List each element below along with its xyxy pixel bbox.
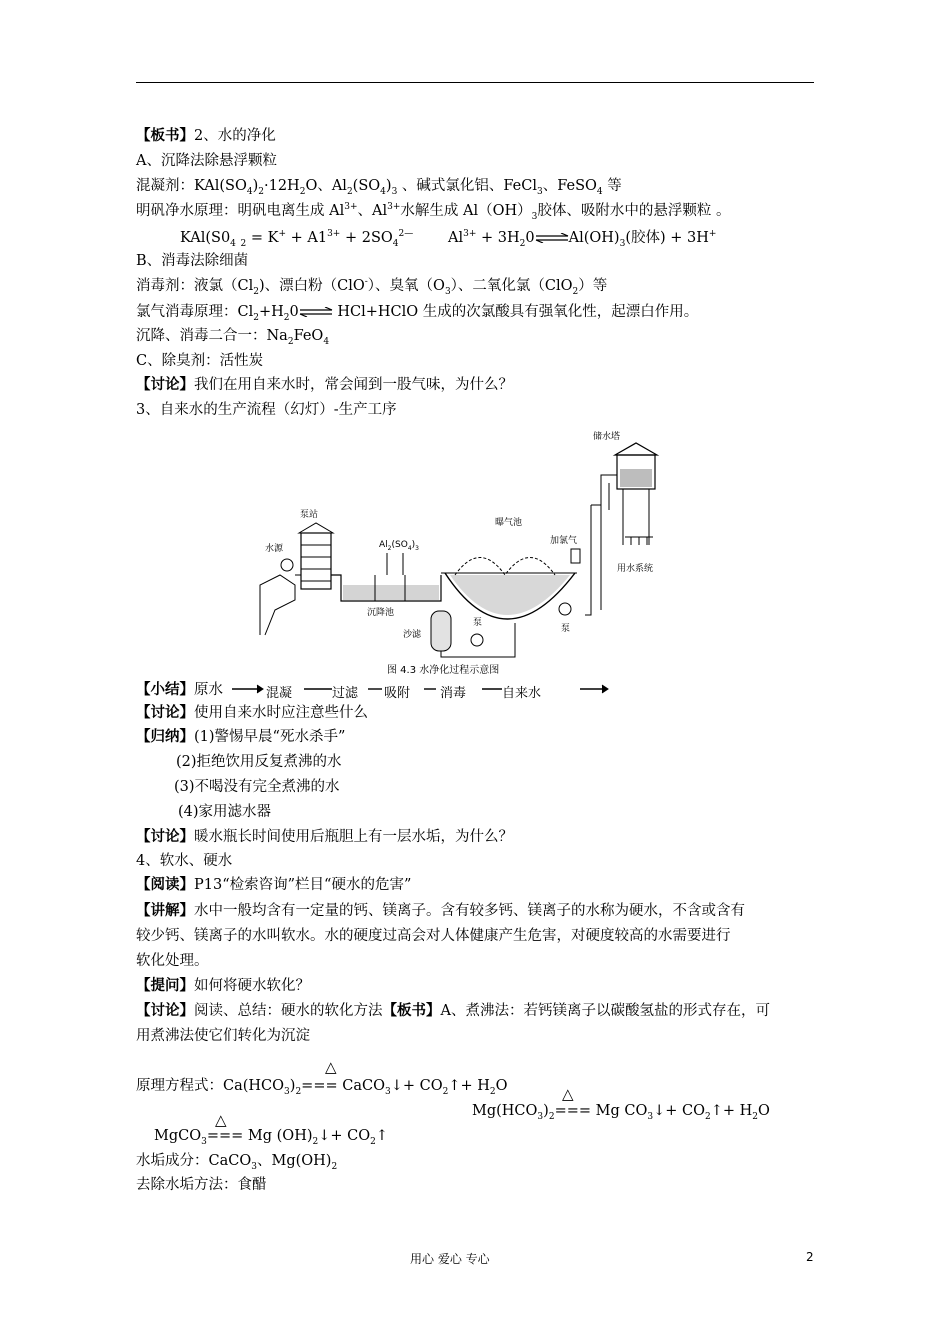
discuss-2: 【讨论】使用自来水时应注意些什么 xyxy=(136,704,368,721)
summary-step: 自来水 xyxy=(502,686,542,700)
summary-step: 吸附 xyxy=(384,686,411,700)
label-pump-station: 泵站 xyxy=(300,510,319,520)
label-user-system: 用水系统 xyxy=(617,564,654,574)
line-a: A、沉降法除悬浮颗粒 xyxy=(136,153,277,169)
disinfectant-line: 消毒剂：液氯$(Cl_2)$、漂白粉（ClO-）、臭氧$(O_3)$、二氧化氯（ClO$_2$）等 xyxy=(136,277,608,297)
alum-principle-line: 明矾净水原理：明矾电离生成 $Al^{3+}$、$Al^{3+}$水解生成 $Al(OH)_3$胶体、吸附水中的悬浮颗粒 。 xyxy=(136,202,731,222)
section-3-title: 3、自来水的生产流程（幻灯）-生产工序 xyxy=(136,402,397,418)
label-chlorine: 加氯气 xyxy=(550,536,578,546)
reversible-arrow-icon xyxy=(299,307,333,317)
conclude-heading: 【归纳】(1)警惕早晨“死水杀手” xyxy=(136,728,346,745)
line-c: C、除臭剂：活性炭 xyxy=(136,353,264,369)
discuss-3: 【讨论】暖水瓶长时间使用后瓶胆上有一层水垢，为什么？ xyxy=(136,828,513,845)
line-b: B、消毒法除细菌 xyxy=(136,253,249,269)
conclude-item-3: (3)不喝没有完全煮沸的水 xyxy=(174,779,340,795)
summary-flow-arrows xyxy=(232,682,622,700)
ca-equation: 原理方程式：$Ca(HCO_3)_2===$ CaCO$_3$↓+ $CO_2↑+ H_2O$ xyxy=(136,1078,508,1097)
mgco3-equation: MgCO$_3$=== Mg $(OH)_2↓+$ $CO_2↑$ xyxy=(154,1128,389,1147)
summary-step: 消毒 xyxy=(440,686,467,700)
conclude-item-4: (4)家用滤水器 xyxy=(178,804,272,820)
water-purification-diagram xyxy=(255,425,675,680)
summary-line: 【小结】原水 xyxy=(136,681,223,698)
heat-delta-3: △ xyxy=(215,1111,227,1129)
alum-hydrolysis-equation: $Al^{3+} + 3H_20$ $Al(OH)_3$(胶体) + 3H+ xyxy=(448,229,717,249)
alum-ionization-equation: $KAl(S0_4$ $_2 = K^+ + A1^{3+} + 2SO_4^{2—}$ xyxy=(180,229,414,249)
section-4-title: 4、软水、硬水 xyxy=(136,853,233,869)
chlorine-principle-line: 氯气消毒原理：$Cl_2+H_20$ HCl+HClO 生成的次氯酸具有强氧化性，起漂白作用。 xyxy=(136,304,699,323)
summary-step: 过滤 xyxy=(332,686,359,700)
tag-ban-shu: 【板书】 xyxy=(136,127,194,144)
header-rule xyxy=(136,82,814,83)
explain-line-1: 【讲解】水中一般均含有一定量的钙、镁离子。含有较多钙、镁离子的水称为硬水，不含或含有 xyxy=(136,902,745,919)
explain-line-2: 较少钙、镁离子的水叫软水。水的硬度过高会对人体健康产生危害，对硬度较高的水需要进行 xyxy=(136,928,731,944)
section-title: 2、水的净化 xyxy=(194,128,276,144)
mg-equation: $Mg(HCO_3)_2=== Mg$ $CO_3↓+$ $CO_2↑+ H_2O$ xyxy=(472,1103,770,1122)
label-water-source: 水源 xyxy=(265,544,284,554)
heat-delta-2: △ xyxy=(562,1085,574,1103)
reversible-arrow-icon xyxy=(535,233,569,243)
footer-motto: 用心 爱心 专心 xyxy=(410,1252,490,1266)
label-sand-filter: 沙滤 xyxy=(403,630,422,640)
read-line: 【阅读】P13“检索咨询”栏目“硬水的危害” xyxy=(136,876,412,893)
summary-step: 混凝 xyxy=(266,686,293,700)
discuss-4-cont: 用煮沸法使它们转化为沉淀 xyxy=(136,1028,310,1044)
ask-line: 【提问】如何将硬水软化？ xyxy=(136,977,310,994)
label-pump-1: 泵 xyxy=(473,618,483,628)
label-settling: 沉降池 xyxy=(367,608,395,618)
conclude-item-2: (2)拒绝饮用反复煮沸的水 xyxy=(176,754,342,770)
page-number: 2 xyxy=(806,1250,814,1264)
explain-line-3: 软化处理。 xyxy=(136,953,209,969)
discuss-1: 【讨论】我们在用自来水时，常会闻到一股气味，为什么？ xyxy=(136,376,513,393)
heat-delta-1: △ xyxy=(325,1058,337,1076)
board-heading-water-purification xyxy=(136,126,276,146)
label-aeration: 曝气池 xyxy=(495,518,523,528)
combo-line: 沉降、消毒二合一：$Na_2FeO_4$ xyxy=(136,328,330,347)
coagulant-line: 混凝剂：$KAl(SO_4)_2\cdot 12H_2O$、$Al_2(SO_4)_3$ 、碱式氯化铝、FeCl$_3$、FeSO$_4$ 等 xyxy=(136,178,622,197)
label-pump-2: 泵 xyxy=(561,624,571,634)
label-tower: 储水塔 xyxy=(593,432,621,442)
label-alum: $Al_2(SO_4)_3$ xyxy=(379,540,419,552)
figure-caption: 图 4.3 水净化过程示意图 xyxy=(387,665,500,676)
scale-composition: 水垢成分：CaCO$_3$、$Mg(OH)_2$ xyxy=(136,1153,338,1172)
discuss-4: 【讨论】阅读、总结：硬水的软化方法【板书】A、煮沸法：若钙镁离子以碳酸氢盐的形式存在，可 xyxy=(136,1002,770,1019)
scale-removal: 去除水垢方法：食醋 xyxy=(136,1177,267,1193)
